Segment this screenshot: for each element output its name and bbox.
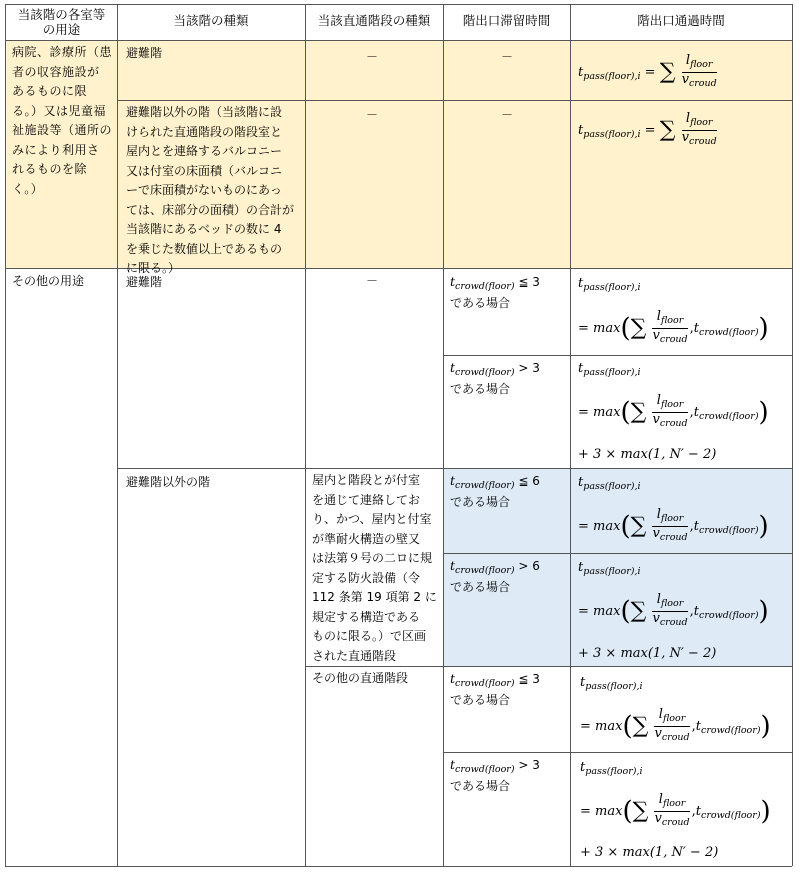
stair-type-annex: 屋内と階段とが付室 を通じて連絡してお り、かつ、屋内と付室 が準耐火構造の壁又 は法第９号の二ロに規 定する防火設備（令 112 条第 19 項第 2 に 規定する構造である ものに限る。）で区画 された直通階段 (312, 473, 437, 663)
condition-op: ≦ (518, 672, 529, 686)
condition-gt6 (450, 558, 540, 595)
usage-other: その他の用途 (12, 274, 85, 288)
table-border (5, 866, 792, 867)
table-border (305, 666, 792, 667)
formula-lhs: $t_{pass(floor),i}$ (580, 760, 643, 777)
table-border (792, 4, 793, 866)
formula-extra: + 3 × max(1, N′ − 2) (578, 447, 717, 462)
dash: － (501, 50, 514, 64)
condition-var: $t_{crowd(floor)}$ (450, 671, 515, 689)
dash: － (501, 108, 514, 122)
condition-le3 (450, 671, 540, 708)
formula-max: = max(∑ $\frac{l_{floor}}{v_{croud}}$ $,t_{crowd(floor)}$) (578, 393, 769, 429)
condition-n: 6 (532, 474, 540, 488)
condition-var: $t_{crowd(floor)}$ (450, 360, 515, 378)
formula-lhs: $t_{pass(floor),i}$ (578, 276, 641, 293)
table-border (117, 4, 118, 866)
condition-suffix: である場合 (450, 296, 511, 310)
condition-gt3 (450, 360, 540, 397)
formula-extra: + 3 × max(1, N′ − 2) (580, 845, 719, 860)
condition-le6 (450, 473, 540, 510)
condition-suffix: である場合 (450, 580, 511, 594)
condition-n: 6 (532, 559, 540, 573)
condition-op: ≦ (518, 474, 529, 488)
table-border (443, 553, 792, 554)
formula-max: = max(∑ $\frac{l_{floor}}{v_{croud}}$ $,t_{crowd(floor)}$) (580, 792, 771, 828)
condition-n: 3 (532, 361, 540, 375)
condition-n: 3 (532, 275, 540, 289)
dash: － (366, 108, 379, 122)
table-border (5, 40, 792, 41)
condition-gt3 (450, 757, 540, 794)
formula-max: = max(∑ $\frac{l_{floor}}{v_{croud}}$ $,t_{crowd(floor)}$) (578, 309, 769, 345)
formula-lhs: $t_{pass(floor),i}$ (580, 675, 643, 692)
condition-suffix: である場合 (450, 495, 511, 509)
floor-type-non-evac-hospital: 避難階以外の階（当該階に設 けられた直通階段の階段室と 屋内とを連絡するバルコニー 又は付室の床面積（バルコニ ーで床面積がないものにあっ ては、床部分の面積）の合計が 当該階にあるベッドの数に 4 を乗じた数値以上であるもの に限る。） (126, 105, 295, 275)
condition-op: > (518, 559, 529, 573)
formula-simple: $t_{pass(floor),i}$ = ∑ $\frac{l_{floor}}{v_{croud}}$ (578, 111, 717, 147)
table-border (443, 4, 444, 866)
stair-type-other: その他の直通階段 (312, 671, 409, 685)
floor-type-evac-hospital: 避難階 (126, 46, 163, 60)
formula-max: = max(∑ $\frac{l_{floor}}{v_{croud}}$ $,t_{crowd(floor)}$) (578, 507, 769, 543)
header-stay-time: 階出口滞留時間 (462, 13, 551, 28)
table-border (443, 752, 792, 753)
dash: － (366, 274, 379, 288)
header-stair-type: 当該直通階段の種類 (317, 13, 431, 28)
condition-op: > (518, 361, 529, 375)
formula-max: = max(∑ $\frac{l_{floor}}{v_{croud}}$ $,t_{crowd(floor)}$) (580, 707, 771, 743)
formula-max: = max(∑ $\frac{l_{floor}}{v_{croud}}$ $,t_{crowd(floor)}$) (578, 592, 769, 628)
header-usage: 当該階の各室等 の用途 (17, 7, 106, 37)
table-border (5, 4, 792, 5)
table-border (305, 4, 306, 866)
dash: － (366, 50, 379, 64)
condition-var: $t_{crowd(floor)}$ (450, 757, 515, 775)
formula-lhs: $t_{pass(floor),i}$ (578, 475, 641, 492)
condition-var: $t_{crowd(floor)}$ (450, 473, 515, 491)
condition-n: 3 (532, 758, 540, 772)
floor-type-non-evac-other: 避難階以外の階 (126, 475, 211, 489)
floor-type-evac-other: 避難階 (126, 275, 163, 289)
condition-suffix: である場合 (450, 779, 511, 793)
table-border (570, 4, 571, 866)
formula-lhs: $t_{pass(floor),i}$ (578, 361, 641, 378)
header-pass-time: 階出口通過時間 (637, 13, 725, 28)
formula-simple: $t_{pass(floor),i}$ = ∑ $\frac{l_{floor}}{v_{croud}}$ (578, 53, 717, 89)
formula-lhs: $t_{pass(floor),i}$ (578, 560, 641, 577)
table-border (443, 355, 792, 356)
condition-op: > (518, 758, 529, 772)
header-floor-type: 当該階の種類 (173, 13, 249, 28)
table-border (117, 100, 792, 101)
usage-hospital: 病院、診療所（患 者の収容施設が あるものに限 る。）又は児童福 祉施設等（通所の みにより利用さ れるものを除 く。） (12, 45, 113, 196)
condition-n: 3 (532, 672, 540, 686)
condition-le3 (450, 274, 540, 311)
condition-suffix: である場合 (450, 382, 511, 396)
condition-var: $t_{crowd(floor)}$ (450, 558, 515, 576)
condition-suffix: である場合 (450, 693, 511, 707)
table-border (5, 4, 6, 866)
table-border (5, 268, 792, 269)
condition-var: $t_{crowd(floor)}$ (450, 274, 515, 292)
condition-op: ≦ (518, 275, 529, 289)
table-border (117, 468, 792, 469)
formula-extra: + 3 × max(1, N′ − 2) (578, 646, 717, 661)
